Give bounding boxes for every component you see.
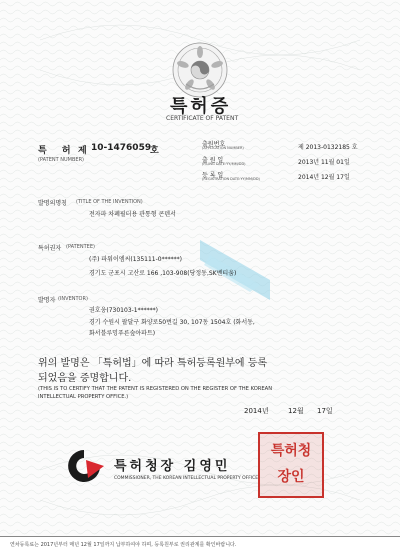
patentee-address: 경기도 군포시 고산로 166 ,103-908(당정동,SK벤티움) — [89, 270, 237, 277]
official-seal — [258, 432, 324, 498]
patentee-label-en: (PATENTEE) — [66, 244, 95, 250]
patent-number-suffix: 호 — [150, 146, 159, 156]
filing-date-label: 출 원 일 — [202, 157, 224, 164]
kipo-logo — [62, 446, 106, 486]
filing-date: 2013년 11월 01일 — [298, 159, 350, 166]
issue-date-year: 2014년 — [244, 407, 269, 415]
registration-date-label: 등 록 일 — [202, 172, 224, 179]
issue-date-day: 17일 — [317, 407, 333, 415]
application-label: 출원번호 — [202, 141, 226, 148]
inventor-address-line1: 경기 수원시 팔달구 화양로50번길 30, 107동 1504호 (화서동, — [89, 319, 255, 326]
document-title: 특허증 — [170, 96, 232, 117]
footer-bar — [0, 536, 400, 553]
footer-notice: 연차등록료는 2017년부터 매년 12월 17일까지 납부하여야 하며, 등록원부로 권리관계를 확인바랍니다. — [10, 542, 237, 548]
inventor-label: 발명자 — [38, 297, 56, 304]
invention-title: 전자파 차폐필터용 관통형 콘덴서 — [89, 211, 176, 218]
statement-ko-line1: 위의 발명은 「특허법」에 따라 특허등록원부에 등록 — [38, 358, 268, 369]
commissioner-title: 특허청장 김영민 — [114, 459, 231, 474]
commissioner-title-en: COMMISSIONER, THE KOREAN INTELLECTUAL PROPERTY OFFICE — [114, 476, 259, 481]
patent-number: 10-1476059 — [91, 143, 152, 153]
patent-label: 특 허 — [38, 146, 77, 156]
statement-ko-line2: 되었음을 증명합니다. — [38, 373, 132, 384]
official-seal-text: 특허청장인 — [270, 443, 312, 485]
invention-title-label: 발명의명칭 — [38, 200, 67, 207]
patentee-label: 특허권자 — [38, 245, 62, 252]
registration-date-label-en: (REGISTRATION DATE:YY/MM/DD) — [202, 177, 260, 181]
issue-date-month: 12월 — [288, 407, 304, 415]
inventor-name: 권호웅(730103-1******) — [89, 307, 158, 314]
patentee-name: (주) 파워이엠씨(135111-0******) — [89, 256, 182, 263]
patent-number-label-en: (PATENT NUMBER) — [38, 157, 85, 163]
statement-en-line2: INTELLECTUAL PROPERTY OFFICE.) — [38, 394, 129, 400]
government-emblem — [172, 42, 228, 98]
document-subtitle: CERTIFICATE OF PATENT — [166, 115, 239, 122]
statement-en-line1: (THIS IS TO CERTIFY THAT THE PATENT IS REGISTERED ON THE REGISTER OF THE KOREAN — [38, 386, 273, 392]
application-label-en: (APPLICATION NUMBER) — [202, 146, 244, 150]
patent-number-prefix: 제 — [78, 146, 87, 156]
invention-title-label-en: (TITLE OF THE INVENTION) — [76, 199, 143, 205]
inventor-label-en: (INVENTOR) — [58, 296, 88, 302]
inventor-address-line2: 화서블루밍푸른숲아파트) — [89, 330, 156, 337]
filing-date-label-en: (FILING DATE:YY/MM/DD) — [202, 162, 246, 166]
registration-date: 2014년 12월 17일 — [298, 174, 350, 181]
application-number: 제 2013-0132185 호 — [298, 144, 358, 151]
